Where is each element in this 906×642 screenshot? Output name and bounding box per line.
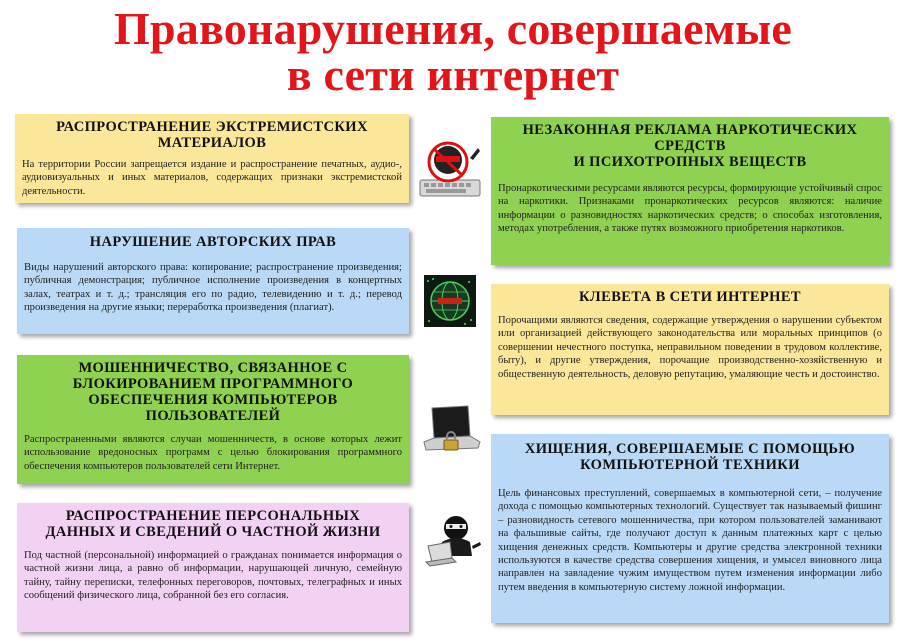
- heading-line: КЛЕВЕТА В СЕТИ ИНТЕРНЕТ: [579, 289, 801, 305]
- thief-laptop-icon: [422, 512, 484, 570]
- card-fraud-blocking: [17, 355, 409, 484]
- card-text: Цель финансовых преступлений, совершаемых в компьютерной сети, – получение дохода с помощью компьютерных технологий. Существует так называемый фишинг – разновидность сетевого мошенничества, при котором пользователей заманивают на фальшивые сайты, где получают доступ к данным платежных карт с целью хищения денежных средств. Компьютеры и другие средства электронной техники используются в качестве средства совершения хищения, и умысел виновного лица направлен на завладение чужим имуществом путем изменения информации либо путем введения в компьютерную систему ложной информации.: [498, 488, 882, 593]
- heading-line: НАРУШЕНИЕ АВТОРСКИХ ПРАВ: [89, 234, 337, 250]
- heading-line: ХИЩЕНИЯ, СОВЕРШАЕМЫЕ С ПОМОЩЬЮ: [524, 441, 856, 457]
- card-heading: [498, 122, 882, 170]
- card-heading: [498, 441, 882, 473]
- card-defamation: [491, 284, 889, 415]
- globe-cyber-icon: [424, 275, 476, 327]
- heading-line: РАСПРОСТРАНЕНИЕ ПЕРСОНАЛЬНЫХ: [65, 508, 361, 524]
- card-text: Распространенными являются случаи мошенничеств, в основе которых лежит использование вредоносных программ с целью блокирования программного обеспечения компьютеров пользователей сети Интернет.: [24, 434, 402, 472]
- heading-line: КОМПЬЮТЕРНОЙ ТЕХНИКИ: [580, 457, 800, 473]
- heading-line: МОШЕННИЧЕСТВО, СВЯЗАННОЕ С: [78, 360, 348, 376]
- heading-line: БЛОКИРОВАНИЕМ ПРОГРАММНОГО: [72, 376, 354, 392]
- card-text: Пронаркотическими ресурсами являются ресурсы, формирующие устойчивый спрос на наркотики. Признаками пронаркотических ресурсов являются: наличие информации о разновидностях наркотических средств; о способах изготовления, методах употребления, а также путях возможного приобретения наркотиков.: [498, 183, 883, 235]
- card-text: Порочащими являются сведения, содержащие утверждения о нарушении субъектом или организацией действующего законодательства или моральных принципов (о совершении нечестного поступка, неправильном поведении в трудовом коллективе, быту), и другие утверждения, порочащие производственно-хозяйственную и общественную деятельность, деловую репутацию, умаляющие честь и достоинство.: [498, 315, 882, 380]
- card-computer-theft: [491, 434, 889, 623]
- card-heading: [24, 234, 402, 250]
- heading-line: И ПСИХОТРОПНЫХ ВЕЩЕСТВ: [573, 154, 807, 170]
- heading-line: МАТЕРИАЛОВ: [157, 135, 267, 151]
- title-line-1: Правонарушения, совершаемые: [114, 3, 792, 54]
- heading-line: НЕЗАКОННАЯ РЕКЛАМА НАРКОТИЧЕСКИХ: [522, 122, 858, 138]
- card-heading: [498, 289, 882, 305]
- card-copyright: [17, 228, 409, 334]
- heading-line: ОБЕСПЕЧЕНИЯ КОМПЬЮТЕРОВ: [88, 392, 338, 408]
- card-personal-data: [17, 503, 409, 632]
- card-drug-advertising: [491, 117, 889, 265]
- title-line-2: в сети интернет: [286, 49, 620, 100]
- hacker-keyboard-icon: [414, 140, 486, 202]
- card-text: Виды нарушений авторского права: копирование; распространение произведения; публичная демонстрация; публичное исполнение произведения в концертных залах, театрах и т. д.; трансляция его по радио, телевидению и т. д.; перевод произведения на другие языки; переработка произведения (плагиат).: [24, 262, 402, 314]
- page-title: [0, 3, 906, 100]
- laptop-lock-icon: [420, 402, 482, 456]
- card-text: Под частной (персональной) информацией о гражданах понимается информация о частной жизни лица, а равно об информации, нарушающей личную, семейную тайну, тайну переписки, телефонных переговоров, почтовых, телеграфных и иных сообщений физического лица, собранной без его согласия.: [24, 550, 402, 602]
- card-text: На территории России запрещается издание и распространение печатных, аудио-, аудиовизуальных и иных материалов, содержащих признаки экстремистской деятельности.: [22, 159, 402, 197]
- heading-line: ПОЛЬЗОВАТЕЛЕЙ: [145, 408, 281, 424]
- heading-line: СРЕДСТВ: [654, 138, 726, 154]
- card-heading: [24, 360, 402, 424]
- card-heading: [22, 119, 402, 151]
- heading-line: РАСПРОСТРАНЕНИЕ ЭКСТРЕМИСТСКИХ: [56, 119, 368, 135]
- card-heading: [24, 508, 402, 540]
- card-extremist-materials: [15, 114, 409, 203]
- heading-line: ДАННЫХ И СВЕДЕНИЙ О ЧАСТНОЙ ЖИЗНИ: [45, 524, 381, 540]
